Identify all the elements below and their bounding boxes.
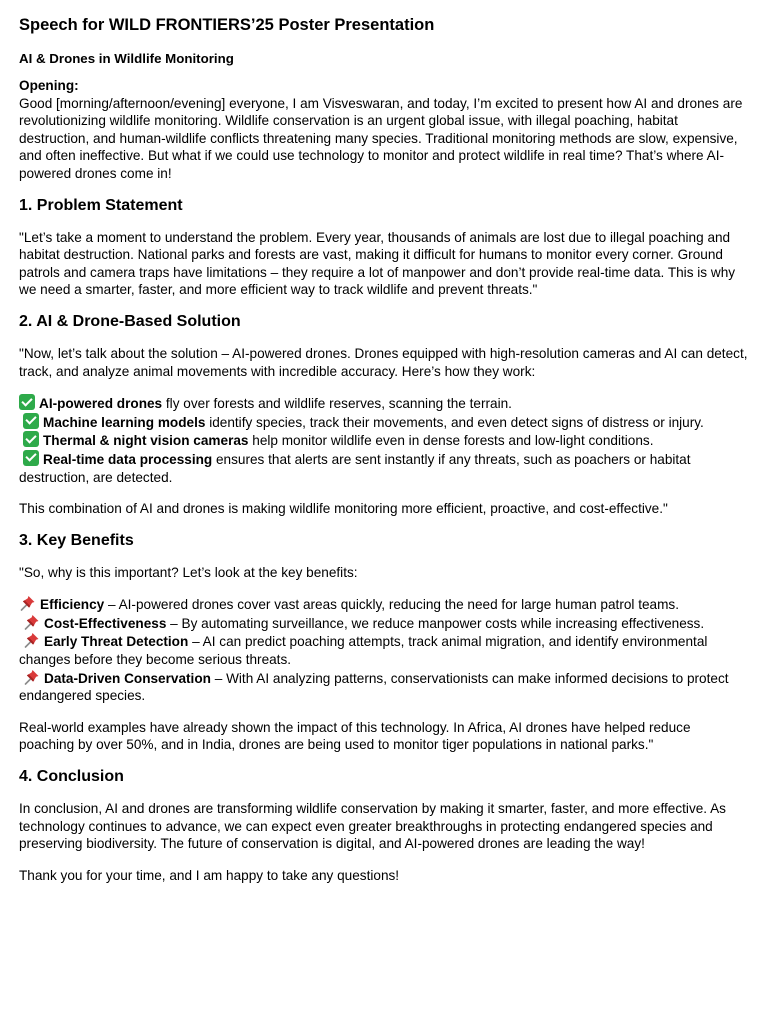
benefits-intro: "So, why is this important? Let’s look at the key benefits: <box>19 564 358 580</box>
solution-heading: 2. AI & Drone-Based Solution <box>19 312 241 330</box>
check-mark-icon <box>23 431 39 447</box>
check-mark-icon <box>19 394 35 410</box>
document-title: Speech for WILD FRONTIERS’25 Poster Presentation <box>19 16 435 34</box>
check-mark-icon <box>23 450 39 466</box>
benefit-item <box>19 669 749 705</box>
benefit-item-title: Data-Driven Conservation <box>44 670 211 686</box>
solution-closing: This combination of AI and drones is making wildlife monitoring more efficient, proactive, and cost-effective." <box>19 501 668 517</box>
solution-item <box>19 394 749 413</box>
solution-item-title: Real-time data processing <box>43 451 213 467</box>
document-subtitle: AI & Drones in Wildlife Monitoring <box>19 51 234 66</box>
solution-item <box>19 450 749 486</box>
solution-item-title: Machine learning models <box>43 414 206 430</box>
pushpin-icon <box>23 669 40 685</box>
opening-paragraph: Good [morning/afternoon/evening] everyone, I am Visveswaran, and today, I’m excited to present how AI and drones are revolutionizing wildlife monitoring. Wildlife conservation is an urgent global issue, with illegal poaching, habitat destruction, and human-wildlife conflicts threatening many species. Traditional monitoring methods are slow, expensive, and often ineffective. But what if we could use technology to monitor and protect wildlife in real time? That’s where AI-powered drones come in! <box>19 95 743 181</box>
benefit-item-text: – By automating surveillance, we reduce manpower costs while increasing effectiveness. <box>166 615 705 631</box>
problem-paragraph: "Let’s take a moment to understand the problem. Every year, thousands of animals are lost due to illegal poaching and habitat destruction. National parks and forests are vast, making it difficult for humans to monitor every corner. Ground patrols and camera traps have limitations – they require a lot of manpower and don’t provide real-time data. This is why we need a smarter, faster, and more efficient way to track wildlife and prevent threats." <box>19 229 736 298</box>
problem-heading: 1. Problem Statement <box>19 196 183 214</box>
benefit-item-text: – AI-powered drones cover vast areas quickly, reducing the need for large human patrol teams. <box>104 597 679 613</box>
solution-item <box>19 413 749 432</box>
benefit-item <box>19 595 749 614</box>
benefit-item <box>19 632 749 668</box>
thanks-paragraph: Thank you for your time, and I am happy to take any questions! <box>19 867 400 883</box>
solution-item-text: fly over forests and wildlife reserves, scanning the terrain. <box>162 396 512 412</box>
benefit-item-text: – With AI analyzing patterns, conservationists can make informed decisions to protect endangered species. <box>19 670 729 704</box>
solution-list <box>19 394 749 486</box>
solution-item-text: identify species, track their movements, and even detect signs of distress or injury. <box>205 414 704 430</box>
benefit-item-title: Early Threat Detection <box>44 634 189 650</box>
solution-item-text: help monitor wildlife even in dense forests and low-light conditions. <box>248 433 654 449</box>
benefits-list <box>19 595 749 705</box>
solution-item-text: ensures that alerts are sent instantly if any threats, such as poachers or habitat destruction, are detected. <box>19 451 691 485</box>
pushpin-icon <box>23 632 40 648</box>
benefit-item-title: Cost-Effectiveness <box>44 615 167 631</box>
benefit-item-title: Efficiency <box>40 597 105 613</box>
benefits-closing: Real-world examples have already shown the impact of this technology. In Africa, AI drones have helped reduce poaching by over 50%, and in India, drones are being used to monitor tiger populations in national parks." <box>19 719 691 753</box>
benefit-item-text: – AI can predict poaching attempts, track animal migration, and identify environmental changes before they become serious threats. <box>19 634 708 668</box>
opening-label: Opening: <box>19 78 79 93</box>
pushpin-icon <box>23 614 40 630</box>
benefit-item <box>19 614 749 633</box>
solution-item-title: Thermal & night vision cameras <box>43 433 249 449</box>
benefits-heading: 3. Key Benefits <box>19 531 134 549</box>
solution-intro: "Now, let’s talk about the solution – AI-powered drones. Drones equipped with high-resolution cameras and AI can detect, track, and analyze animal movements with incredible accuracy. Here’s how they work: <box>19 345 748 379</box>
conclusion-heading: 4. Conclusion <box>19 768 124 786</box>
check-mark-icon <box>23 413 39 429</box>
solution-item-title: AI-powered drones <box>39 396 163 412</box>
conclusion-paragraph: In conclusion, AI and drones are transforming wildlife conservation by making it smarter, faster, and more effective. As technology continues to advance, we can expect even greater breakthroughs in protecting endangered species and preserving biodiversity. The future of conservation is digital, and AI-powered drones are leading the way! <box>19 801 726 852</box>
document-page <box>19 14 749 884</box>
pushpin-icon <box>19 595 36 611</box>
solution-item <box>19 431 749 450</box>
